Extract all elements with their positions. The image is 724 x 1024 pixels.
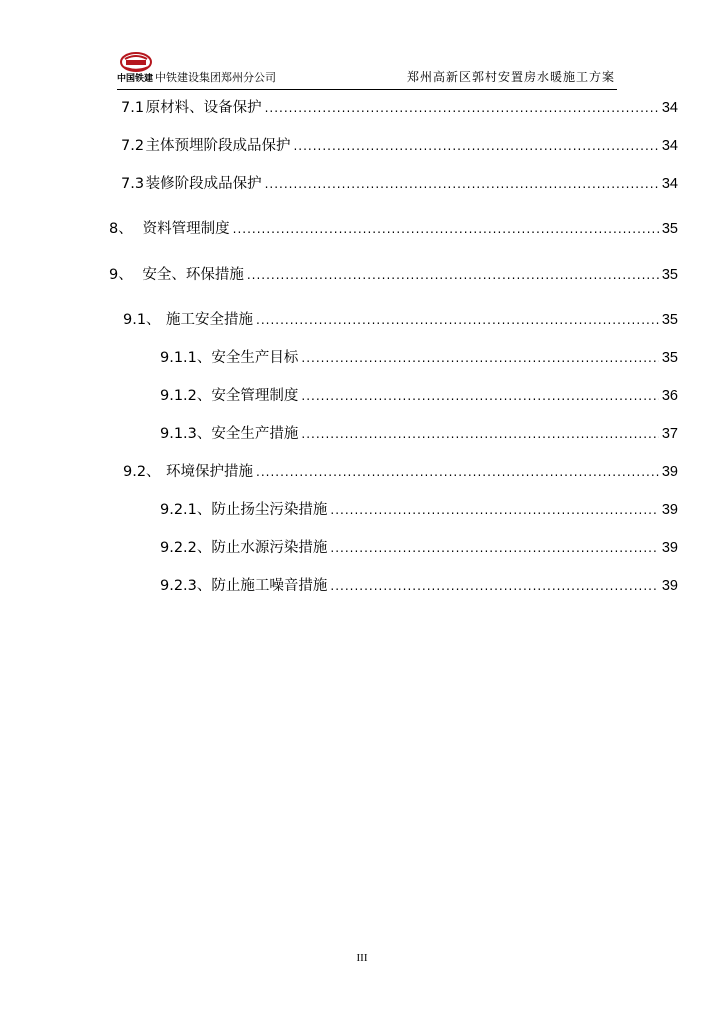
toc-entry-9-1[interactable] (123, 310, 678, 330)
toc-title: 施工安全措施 (166, 312, 254, 328)
toc-page-number: 34 (661, 138, 678, 154)
toc-page-number: 37 (661, 426, 678, 442)
toc-title: 装修阶段成品保护 (145, 176, 262, 192)
toc-title: 安全管理制度 (211, 388, 299, 404)
toc-entry-9-2-3[interactable] (160, 576, 678, 596)
toc-title: 主体预埋阶段成品保护 (145, 138, 291, 154)
toc-title: 防止扬尘污染措施 (211, 502, 328, 518)
toc-page-number: 35 (661, 312, 678, 328)
toc-number: 9.1、 (123, 312, 161, 328)
toc-title: 资料管理制度 (142, 221, 230, 237)
toc-number: 9.2.1、 (160, 502, 212, 518)
toc-page-number: 39 (661, 464, 678, 480)
toc-title: 原材料、设备保护 (145, 100, 262, 116)
toc-page-number: 35 (661, 350, 678, 366)
toc-number: 7.2 (121, 138, 145, 154)
toc-number: 8、 (109, 221, 133, 237)
toc-leader (256, 310, 659, 330)
toc-page-number: 39 (661, 540, 678, 556)
toc-page-number: 34 (661, 100, 678, 116)
company-label: 中铁建设集团郑州分公司 (155, 71, 277, 84)
toc-page-number: 35 (661, 221, 678, 237)
toc-entry-9-2-1[interactable] (160, 500, 678, 520)
toc-number: 9.2、 (123, 464, 161, 480)
toc-leader (330, 576, 658, 596)
toc-page-number: 36 (661, 388, 678, 404)
toc-title: 安全、环保措施 (142, 267, 244, 283)
toc-page-number: 34 (661, 176, 678, 192)
toc-title: 安全生产目标 (211, 350, 299, 366)
toc-entry-7-2[interactable] (121, 136, 678, 156)
toc-title: 环境保护措施 (166, 464, 254, 480)
page-header (117, 52, 617, 90)
toc-entry-9[interactable] (109, 265, 678, 285)
toc-leader (301, 386, 658, 406)
toc-title: 防止施工噪音措施 (211, 578, 328, 594)
page-footer-number: III (356, 952, 368, 964)
toc-entry-9-2[interactable] (123, 462, 678, 482)
toc-number: 9.2.3、 (160, 578, 212, 594)
toc-entry-9-1-3[interactable] (160, 424, 678, 444)
toc-page-number: 39 (661, 578, 678, 594)
toc-leader (301, 424, 658, 444)
toc-leader (265, 174, 659, 194)
toc-entry-7-3[interactable] (121, 174, 678, 194)
toc-number: 9.1.2、 (160, 388, 212, 404)
toc-entry-7-1[interactable] (121, 98, 678, 118)
brand-prefix: 中国铁建 (117, 74, 154, 84)
toc-leader (247, 265, 659, 285)
crcc-logo-icon (119, 52, 153, 72)
toc-number: 9、 (109, 267, 133, 283)
toc-leader (330, 538, 658, 558)
toc-leader (256, 462, 659, 482)
toc-page-number: 35 (661, 267, 678, 283)
toc-entry-9-2-2[interactable] (160, 538, 678, 558)
toc-leader (233, 219, 659, 239)
toc-number: 9.1.3、 (160, 426, 212, 442)
toc-entry-9-1-2[interactable] (160, 386, 678, 406)
toc-title: 安全生产措施 (211, 426, 299, 442)
toc-title: 防止水源污染措施 (211, 540, 328, 556)
toc-number: 9.1.1、 (160, 350, 212, 366)
toc-number: 7.3 (121, 176, 145, 192)
document-title: 郑州高新区郭村安置房水暖施工方案 (406, 70, 615, 84)
toc-leader (330, 500, 658, 520)
company-name (117, 71, 276, 86)
toc-number: 9.2.2、 (160, 540, 212, 556)
toc-leader (301, 348, 658, 368)
toc-entry-9-1-1[interactable] (160, 348, 678, 368)
toc-entry-8[interactable] (109, 219, 678, 239)
toc-page-number: 39 (661, 502, 678, 518)
toc-leader (265, 98, 659, 118)
toc-number: 7.1 (121, 100, 145, 116)
toc-leader (293, 136, 658, 156)
